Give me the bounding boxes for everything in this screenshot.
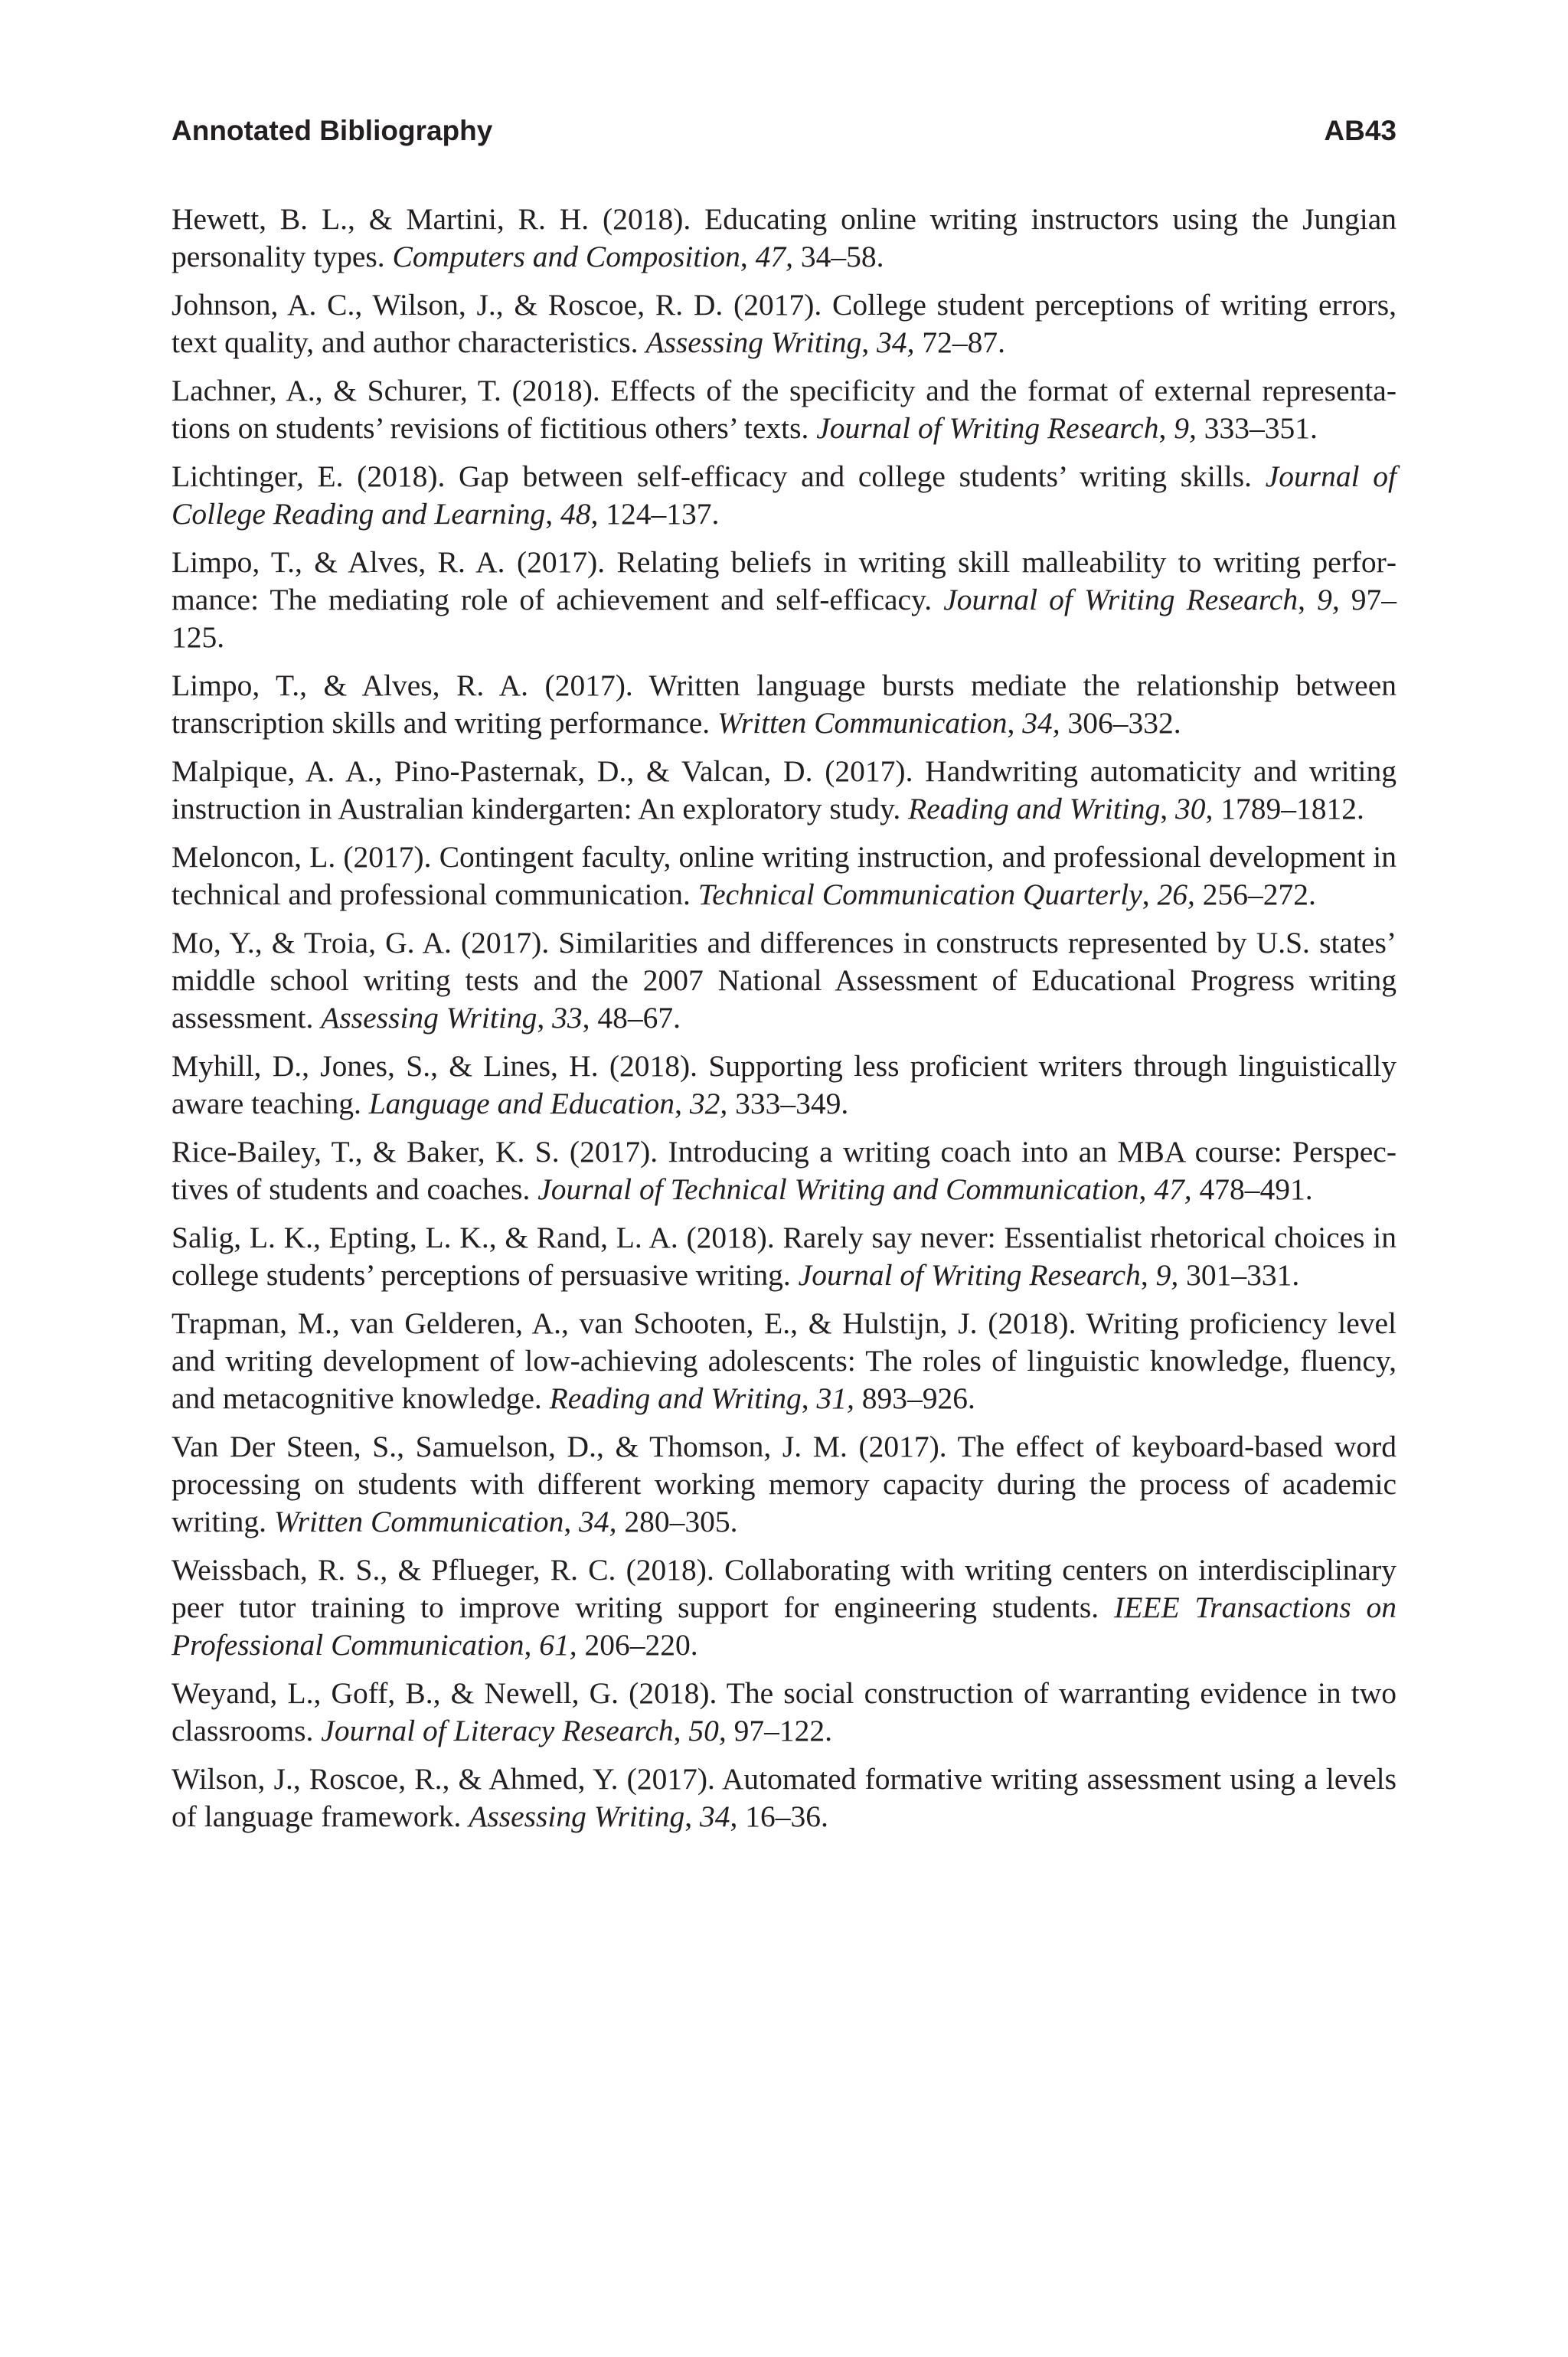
bibliography-entry: Van Der Steen, S., Samuelson, D., & Thomson, J. M. (2017). The effect of keyboard-based word processing on students with different working memory capacity during the process of academic writing. Written Communication, 34, 280–305. xyxy=(172,1430,1396,1538)
running-head xyxy=(172,115,1396,170)
bibliography-entry: Limpo, T., & Alves, R. A. (2017). Written language bursts mediate the relationship between transcription skills and writing performance. Written Communication, 34, 306–332. xyxy=(172,669,1396,740)
bibliography-entry: Mo, Y., & Troia, G. A. (2017). Similarities and differences in constructs represented by U.S. states’ middle school writing tests and the 2007 National Assessment of Educational Progress writing assessment. Assessing Writing, 33, 48–67. xyxy=(172,926,1396,1035)
bibliography-entry: Weissbach, R. S., & Pflueger, R. C. (2018). Collaborating with writing centers on interdisciplinary peer tutor training to improve writing support for engineering students. IEEE Transactions on Professional Communication, 61, 206–220. xyxy=(172,1553,1396,1662)
bibliography-entry: Weyand, L., Goff, B., & Newell, G. (2018). The social construction of warranting evidence in two classrooms. Journal of Literacy Research, 50, 97–122. xyxy=(172,1676,1396,1747)
bibliography-entry: Meloncon, L. (2017). Contingent faculty, online writing instruction, and professional development in technical and professional communication. Technical Communication Quarterly, 26, 256–272. xyxy=(172,840,1396,911)
bibliography-entry: Malpique, A. A., Pino-Pasternak, D., & Valcan, D. (2017). Handwriting automaticity and writing instruction in Australian kindergarten: An exploratory study. Reading and Writing, 30, 1789–1812. xyxy=(172,754,1396,825)
bibliography-entry: Rice-Bailey, T., & Baker, K. S. (2017). Introducing a writing coach into an MBA course: Perspectives of students and coaches. Journal of Technical Writing and Communication, 47, 478–491. xyxy=(172,1135,1396,1206)
bibliography-entry: Limpo, T., & Alves, R. A. (2017). Relating beliefs in writing skill malleability to writing performance: The mediating role of achievement and self-efficacy. Journal of Writing Research, 9, 97–125. xyxy=(172,545,1397,654)
bibliography-entry: Trapman, M., van Gelderen, A., van Schooten, E., & Hulstijn, J. (2018). Writing proficiency level and writing development of low-achieving adolescents: The roles of linguistic knowledge, fluency, and metacognitive knowledge. Reading and Writing, 31, 893–926. xyxy=(172,1306,1396,1415)
bibliography-entry: Hewett, B. L., & Martini, R. H. (2018). Educating online writing instructors using the Jungian personality types. Computers and Composition, 47, 34–58. xyxy=(172,202,1396,273)
bibliography-list xyxy=(172,201,1396,1836)
bibliography-entry: Johnson, A. C., Wilson, J., & Roscoe, R. D. (2017). College student perceptions of writing errors, text quality, and author characteristics. Assessing Writing, 34, 72–87. xyxy=(172,288,1396,359)
bibliography-entry: Lichtinger, E. (2018). Gap between self-efficacy and college students’ writing skills. Journal of College Reading and Learning, 48, 124–137. xyxy=(172,459,1397,531)
bibliography-entry: Salig, L. K., Epting, L. K., & Rand, L. A. (2018). Rarely say never: Essentialist rhetorical choices in college students’ perceptions of persuasive writing. Journal of Writing Research, 9, 301–331. xyxy=(172,1221,1396,1292)
document-page xyxy=(172,115,1396,1846)
bibliography-entry: Myhill, D., Jones, S., & Lines, H. (2018). Supporting less proficient writers through linguistically aware teaching. Language and Education, 32, 333–349. xyxy=(172,1049,1396,1120)
bibliography-entry: Lachner, A., & Schurer, T. (2018). Effects of the specificity and the format of external representations on students’ revisions of fictitious others’ texts. Journal of Writing Research, 9, 333–351. xyxy=(172,374,1396,445)
bibliography-entry: Wilson, J., Roscoe, R., & Ahmed, Y. (2017). Automated formative writing assessment using a levels of language framework. Assessing Writing, 34, 16–36. xyxy=(172,1762,1396,1833)
page-number: AB43 xyxy=(1324,115,1396,146)
section-title: Annotated Bibliography xyxy=(172,115,493,146)
